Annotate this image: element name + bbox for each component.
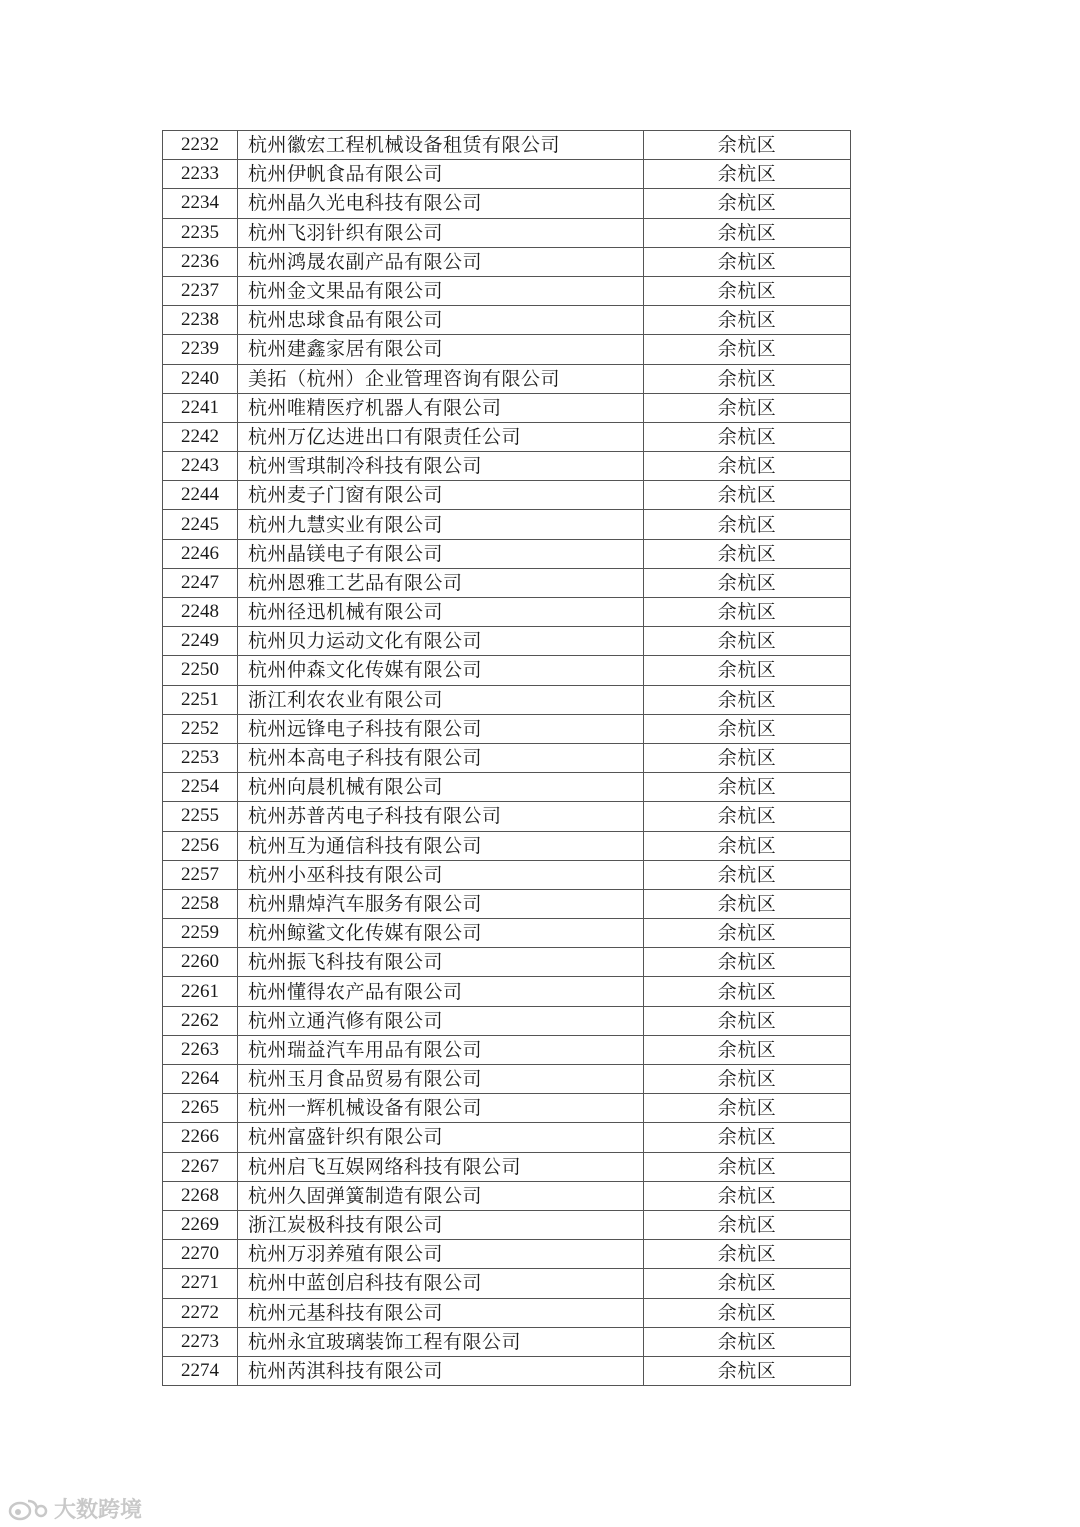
- district: 余杭区: [644, 1152, 851, 1181]
- row-number: 2251: [163, 685, 238, 714]
- company-name: 杭州贝力运动文化有限公司: [238, 627, 644, 656]
- district: 余杭区: [644, 1035, 851, 1064]
- company-name: 杭州中蓝创启科技有限公司: [238, 1269, 644, 1298]
- district: 余杭区: [644, 948, 851, 977]
- table-row: [163, 948, 851, 977]
- district: 余杭区: [644, 510, 851, 539]
- district: 余杭区: [644, 831, 851, 860]
- company-name: 杭州仲森文化传媒有限公司: [238, 656, 644, 685]
- table-row: [163, 1152, 851, 1181]
- row-number: 2245: [163, 510, 238, 539]
- company-name: 杭州互为通信科技有限公司: [238, 831, 644, 860]
- district: 余杭区: [644, 1006, 851, 1035]
- table-row: [163, 627, 851, 656]
- row-number: 2266: [163, 1123, 238, 1152]
- table-row: [163, 539, 851, 568]
- row-number: 2259: [163, 919, 238, 948]
- table-row: [163, 276, 851, 305]
- district: 余杭区: [644, 1181, 851, 1210]
- row-number: 2237: [163, 276, 238, 305]
- row-number: 2265: [163, 1094, 238, 1123]
- district: 余杭区: [644, 802, 851, 831]
- district: 余杭区: [644, 743, 851, 772]
- row-number: 2249: [163, 627, 238, 656]
- table-row: [163, 598, 851, 627]
- company-name: 杭州麦子门窗有限公司: [238, 481, 644, 510]
- table-row: [163, 831, 851, 860]
- table-row: [163, 131, 851, 160]
- company-name: 杭州徽宏工程机械设备租赁有限公司: [238, 131, 644, 160]
- table-row: [163, 218, 851, 247]
- table-row: [163, 452, 851, 481]
- table-row: [163, 1006, 851, 1035]
- district: 余杭区: [644, 714, 851, 743]
- company-name: 杭州远锋电子科技有限公司: [238, 714, 644, 743]
- district: 余杭区: [644, 335, 851, 364]
- row-number: 2247: [163, 568, 238, 597]
- company-name: 杭州苏普芮电子科技有限公司: [238, 802, 644, 831]
- district: 余杭区: [644, 247, 851, 276]
- district: 余杭区: [644, 1327, 851, 1356]
- watermark-text: 大数跨境: [54, 1498, 143, 1523]
- district: 余杭区: [644, 189, 851, 218]
- company-name: 杭州雪琪制冷科技有限公司: [238, 452, 644, 481]
- company-name: 杭州金文果品有限公司: [238, 276, 644, 305]
- row-number: 2269: [163, 1210, 238, 1239]
- row-number: 2258: [163, 889, 238, 918]
- table-row: [163, 568, 851, 597]
- company-name: 杭州一辉机械设备有限公司: [238, 1094, 644, 1123]
- company-name: 杭州忠球食品有限公司: [238, 306, 644, 335]
- table-row: [163, 1181, 851, 1210]
- company-name: 杭州恩雅工艺品有限公司: [238, 568, 644, 597]
- table-row: [163, 393, 851, 422]
- row-number: 2255: [163, 802, 238, 831]
- row-number: 2250: [163, 656, 238, 685]
- table-row: [163, 743, 851, 772]
- district: 余杭区: [644, 977, 851, 1006]
- company-name: 杭州瑞益汽车用品有限公司: [238, 1035, 644, 1064]
- table-row: [163, 1123, 851, 1152]
- district: 余杭区: [644, 1065, 851, 1094]
- district: 余杭区: [644, 306, 851, 335]
- table-row: [163, 977, 851, 1006]
- company-name: 杭州振飞科技有限公司: [238, 948, 644, 977]
- district: 余杭区: [644, 598, 851, 627]
- district: 余杭区: [644, 481, 851, 510]
- table-row: [163, 160, 851, 189]
- company-name: 杭州向晨机械有限公司: [238, 773, 644, 802]
- company-name: 杭州启飞互娱网络科技有限公司: [238, 1152, 644, 1181]
- company-name: 杭州径迅机械有限公司: [238, 598, 644, 627]
- company-name: 杭州万亿达进出口有限责任公司: [238, 422, 644, 451]
- district: 余杭区: [644, 1356, 851, 1385]
- company-name: 杭州鲸鲨文化传媒有限公司: [238, 919, 644, 948]
- table-row: [163, 481, 851, 510]
- row-number: 2232: [163, 131, 238, 160]
- company-name: 杭州唯精医疗机器人有限公司: [238, 393, 644, 422]
- district: 余杭区: [644, 773, 851, 802]
- row-number: 2257: [163, 860, 238, 889]
- district: 余杭区: [644, 685, 851, 714]
- district: 余杭区: [644, 860, 851, 889]
- table-row: [163, 1240, 851, 1269]
- table-row: [163, 1035, 851, 1064]
- row-number: 2239: [163, 335, 238, 364]
- table-row: [163, 860, 851, 889]
- row-number: 2263: [163, 1035, 238, 1064]
- row-number: 2272: [163, 1298, 238, 1327]
- company-name: 杭州立通汽修有限公司: [238, 1006, 644, 1035]
- table-row: [163, 1269, 851, 1298]
- row-number: 2252: [163, 714, 238, 743]
- district: 余杭区: [644, 1269, 851, 1298]
- table-row: [163, 306, 851, 335]
- district: 余杭区: [644, 568, 851, 597]
- company-list-table: [162, 130, 851, 1386]
- table-row: [163, 510, 851, 539]
- company-name: 浙江利农农业有限公司: [238, 685, 644, 714]
- row-number: 2261: [163, 977, 238, 1006]
- table-row: [163, 1356, 851, 1385]
- district: 余杭区: [644, 364, 851, 393]
- table-row: [163, 1094, 851, 1123]
- district: 余杭区: [644, 452, 851, 481]
- company-name: 杭州九慧实业有限公司: [238, 510, 644, 539]
- company-name: 杭州富盛针织有限公司: [238, 1123, 644, 1152]
- row-number: 2236: [163, 247, 238, 276]
- company-name: 杭州本高电子科技有限公司: [238, 743, 644, 772]
- company-name: 杭州晶久光电科技有限公司: [238, 189, 644, 218]
- row-number: 2246: [163, 539, 238, 568]
- company-name: 杭州鼎焯汽车服务有限公司: [238, 889, 644, 918]
- row-number: 2271: [163, 1269, 238, 1298]
- weibo-logo-icon: [8, 1497, 48, 1521]
- table-row: [163, 1298, 851, 1327]
- table-row: [163, 802, 851, 831]
- table-row: [163, 714, 851, 743]
- district: 余杭区: [644, 919, 851, 948]
- row-number: 2234: [163, 189, 238, 218]
- table-row: [163, 247, 851, 276]
- company-name: 杭州久固弹簧制造有限公司: [238, 1181, 644, 1210]
- row-number: 2268: [163, 1181, 238, 1210]
- company-name: 杭州伊帆食品有限公司: [238, 160, 644, 189]
- row-number: 2233: [163, 160, 238, 189]
- company-name: 杭州建鑫家居有限公司: [238, 335, 644, 364]
- district: 余杭区: [644, 218, 851, 247]
- table-row: [163, 919, 851, 948]
- district: 余杭区: [644, 276, 851, 305]
- table-row: [163, 335, 851, 364]
- company-name: 浙江炭极科技有限公司: [238, 1210, 644, 1239]
- district: 余杭区: [644, 889, 851, 918]
- company-name: 杭州玉月食品贸易有限公司: [238, 1065, 644, 1094]
- table-row: [163, 656, 851, 685]
- row-number: 2248: [163, 598, 238, 627]
- company-name: 杭州小巫科技有限公司: [238, 860, 644, 889]
- row-number: 2253: [163, 743, 238, 772]
- watermark: [8, 1493, 142, 1524]
- row-number: 2260: [163, 948, 238, 977]
- row-number: 2262: [163, 1006, 238, 1035]
- district: 余杭区: [644, 422, 851, 451]
- row-number: 2270: [163, 1240, 238, 1269]
- table-row: [163, 685, 851, 714]
- company-name: 杭州永宜玻璃装饰工程有限公司: [238, 1327, 644, 1356]
- row-number: 2243: [163, 452, 238, 481]
- row-number: 2242: [163, 422, 238, 451]
- company-list-table-container: [162, 130, 851, 1386]
- table-row: [163, 1210, 851, 1239]
- table-row: [163, 1065, 851, 1094]
- row-number: 2264: [163, 1065, 238, 1094]
- district: 余杭区: [644, 627, 851, 656]
- company-name: 杭州懂得农产品有限公司: [238, 977, 644, 1006]
- row-number: 2256: [163, 831, 238, 860]
- district: 余杭区: [644, 656, 851, 685]
- company-name: 美拓（杭州）企业管理咨询有限公司: [238, 364, 644, 393]
- company-name: 杭州鸿晟农副产品有限公司: [238, 247, 644, 276]
- company-name: 杭州芮淇科技有限公司: [238, 1356, 644, 1385]
- district: 余杭区: [644, 1123, 851, 1152]
- company-name: 杭州万羽养殖有限公司: [238, 1240, 644, 1269]
- table-row: [163, 364, 851, 393]
- table-row: [163, 1327, 851, 1356]
- row-number: 2273: [163, 1327, 238, 1356]
- district: 余杭区: [644, 131, 851, 160]
- table-row: [163, 189, 851, 218]
- row-number: 2244: [163, 481, 238, 510]
- table-body: [163, 131, 851, 1386]
- table-row: [163, 773, 851, 802]
- company-name: 杭州飞羽针织有限公司: [238, 218, 644, 247]
- row-number: 2254: [163, 773, 238, 802]
- district: 余杭区: [644, 160, 851, 189]
- district: 余杭区: [644, 539, 851, 568]
- row-number: 2274: [163, 1356, 238, 1385]
- district: 余杭区: [644, 1298, 851, 1327]
- company-name: 杭州晶镁电子有限公司: [238, 539, 644, 568]
- district: 余杭区: [644, 1240, 851, 1269]
- table-row: [163, 422, 851, 451]
- row-number: 2235: [163, 218, 238, 247]
- table-row: [163, 889, 851, 918]
- row-number: 2267: [163, 1152, 238, 1181]
- row-number: 2241: [163, 393, 238, 422]
- row-number: 2240: [163, 364, 238, 393]
- row-number: 2238: [163, 306, 238, 335]
- company-name: 杭州元基科技有限公司: [238, 1298, 644, 1327]
- district: 余杭区: [644, 1210, 851, 1239]
- district: 余杭区: [644, 1094, 851, 1123]
- district: 余杭区: [644, 393, 851, 422]
